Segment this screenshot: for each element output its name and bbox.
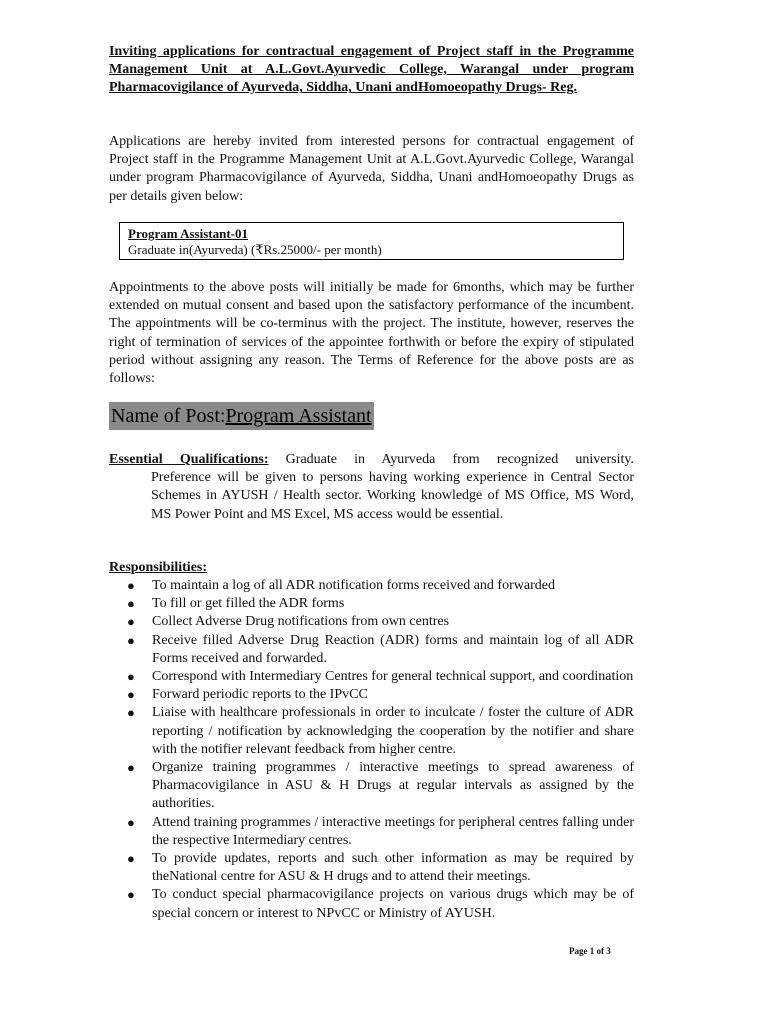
bullet-icon: ●: [127, 669, 135, 685]
page-number: Page 1 of 3: [569, 946, 611, 956]
post-name-heading: [109, 402, 374, 430]
essential-qualifications-label: Essential Qualifications:: [109, 452, 269, 467]
list-item: [109, 613, 634, 631]
terms-paragraph: Appointments to the above posts will initially be made for 6months, which may be further extended on mutual consent and based upon the satisfactory performance of the incumbent. The appointments will be co-terminus with the project. The institute, however, reserves the right of termination of services of the appointee forthwith or before the expiry of stipulated period without assigning any reason. The Terms of Reference for the above posts are as follows:: [109, 280, 634, 387]
list-item-text: Attend training programmes / interactive meetings for peripheral centres falling under the respective Intermediary centres.: [152, 814, 634, 848]
post-summary-detail: Graduate in(Ayurveda) (₹Rs.25000/- per month): [128, 242, 382, 257]
post-name-value: Program Assistant: [225, 405, 372, 427]
bullet-icon: ●: [127, 705, 135, 721]
intro-paragraph: Applications are hereby invited from interested persons for contractual engagement of Project staff in the Programme Management Unit at A.L.Govt.Ayurvedic College, Warangal under program Pharmacovigilance of Ayurveda, Siddha, Unani andHomoeopathy Drugs as per details given below:: [109, 134, 634, 204]
essential-qualifications-first: Graduate in Ayurveda from recognized university.: [268, 452, 634, 467]
list-item: [109, 814, 634, 850]
essential-qualifications: [109, 451, 634, 524]
list-item: [109, 668, 634, 686]
bullet-icon: ●: [127, 814, 135, 830]
list-item-text: To maintain a log of all ADR notification forms received and forwarded: [152, 578, 555, 593]
bullet-icon: ●: [127, 687, 135, 703]
post-summary-title: Program Assistant-01: [128, 226, 249, 241]
bullet-icon: ●: [127, 632, 135, 648]
list-item-text: To fill or get filled the ADR forms: [152, 596, 345, 612]
list-item: [109, 686, 634, 704]
bullet-icon: ●: [127, 851, 135, 867]
responsibilities-title: Responsibilities:: [109, 560, 208, 575]
list-item-text: Receive filled Adverse Drug Reaction (ADR) forms and maintain log of all ADR Forms received and forwarded.: [152, 632, 634, 666]
list-item: [109, 632, 634, 668]
essential-qualifications-rest: Preference will be given to persons having working experience in Central Sector Schemes in AYUSH / Health sector. Working knowledge of MS Office, MS Word, MS Power Point and MS Excel, MS access would be essential.: [151, 470, 634, 522]
list-item: [109, 704, 634, 759]
list-item: [109, 595, 634, 613]
list-item-text: Correspond with Intermediary Centres for general technical support, and coordination: [152, 669, 634, 685]
document-heading: [109, 43, 634, 98]
bullet-icon: ●: [127, 596, 135, 612]
bullet-icon: ●: [127, 578, 135, 593]
bullet-icon: ●: [127, 614, 135, 630]
heading-college-name: A.L.Govt.Ayurvedic College, Warangal: [265, 62, 520, 78]
list-item: [109, 759, 634, 814]
bullet-icon: ●: [127, 760, 135, 776]
post-summary-box: [119, 222, 624, 260]
list-item-text: Liaise with healthcare professionals in order to inculcate / foster the culture of ADR reporting / notification by acknowledging the cooperation by the notifier and share with the notifier relevant feedback from higher centre.: [152, 705, 634, 757]
heading-part-3: under program Pharmacovigilance of Ayurveda, Siddha, Unani andHomoeopathy Drugs- Reg.: [109, 62, 635, 96]
list-item-text: Organize training programmes / interactive meetings to spread awareness of Pharmacovigilance in ASU & H Drugs at regular intervals as assigned by the authorities.: [152, 760, 634, 812]
list-item: [109, 850, 634, 886]
list-item-text: Collect Adverse Drug notifications from own centres: [152, 614, 450, 630]
list-item-text: To conduct special pharmacovigilance projects on various drugs which may be of special concern or interest to NPvCC or Ministry of AYUSH.: [152, 887, 634, 921]
heading-part-1: Inviting applications for contractual engagement of Project staff in the Programme Management Unit at: [109, 44, 634, 78]
bullet-icon: ●: [127, 887, 135, 903]
responsibilities-list: [109, 577, 634, 923]
list-item: [109, 577, 634, 595]
list-item: [109, 886, 634, 922]
list-item-text: Forward periodic reports to the IPvCC: [152, 687, 368, 703]
post-name-label: Name of Post:: [111, 405, 226, 427]
list-item-text: To provide updates, reports and such other information as may be required by theNational centre for ASU & H drugs and to attend their meetings.: [152, 851, 634, 885]
essential-qualifications-first-line: [109, 451, 634, 469]
